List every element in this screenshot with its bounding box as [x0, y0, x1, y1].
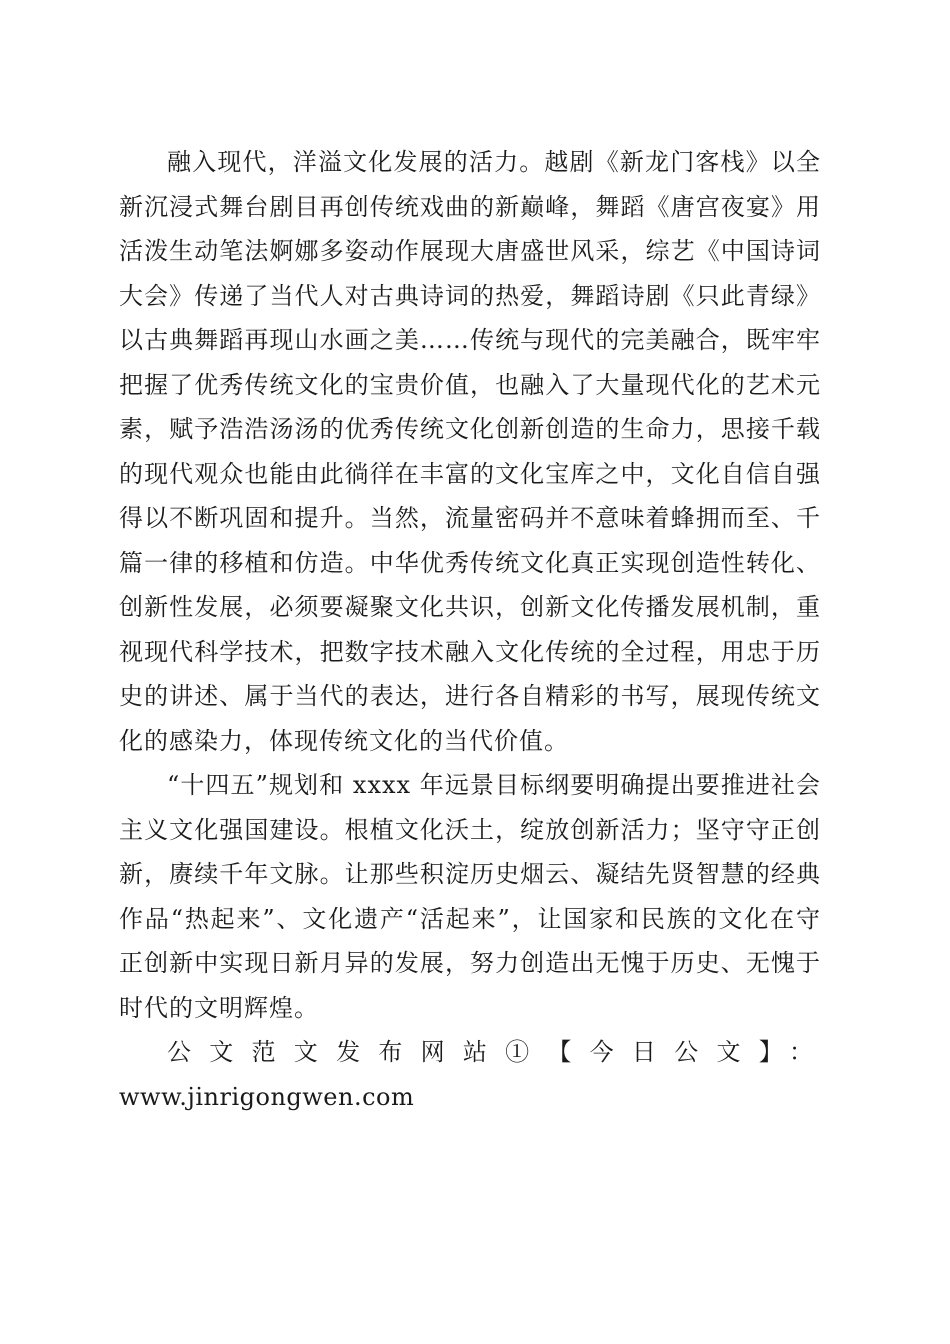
footer-site-url[interactable]: www.jinrigongwen.com: [119, 1082, 415, 1111]
paragraph-1: 融入现代，洋溢文化发展的活力。越剧《新龙门客栈》以全新沉浸式舞台剧目再创传统戏曲的新巅峰，舞蹈《唐宫夜宴》用活泼生动笔法婀娜多姿动作展现大唐盛世风采，综艺《中国诗词大会》传递了当代人对古典诗词的热爱，舞蹈诗剧《只此青绿》以古典舞蹈再现山水画之美……传统与现代的完美融合，既牢牢把握了优秀传统文化的宝贵价值，也融入了大量现代化的艺术元素，赋予浩浩汤汤的优秀传统文化创新创造的生命力，思接千载的现代观众也能由此徜徉在丰富的文化宝库之中，文化自信自强得以不断巩固和提升。当然，流量密码并不意味着蜂拥而至、千篇一律的移植和仿造。中华优秀传统文化真正实现创造性转化、创新性发展，必须要凝聚文化共识，创新文化传播发展机制，重视现代科学技术，把数字技术融入文化传统的全过程，用忠于历史的讲述、属于当代的表达，进行各自精彩的书写，展现传统文化的感染力，体现传统文化的当代价值。: [119, 148, 821, 755]
document-body: [119, 140, 821, 1119]
paragraph-2: “十四五”规划和 xxxx 年远景目标纲要明确提出要推进社会主义文化强国建设。根植文化沃土，绽放创新活力；坚守守正创新，赓续千年文脉。让那些积淀历史烟云、凝结先贤智慧的经典作品“热起来”、文化遗产“活起来”，让国家和民族的文化在守正创新中实现日新月异的发展，努力创造出无愧于历史、无愧于时代的文明辉煌。: [119, 771, 821, 1022]
footer-site-label: 公文范文发布网站①【今日公文】：: [167, 1038, 821, 1066]
